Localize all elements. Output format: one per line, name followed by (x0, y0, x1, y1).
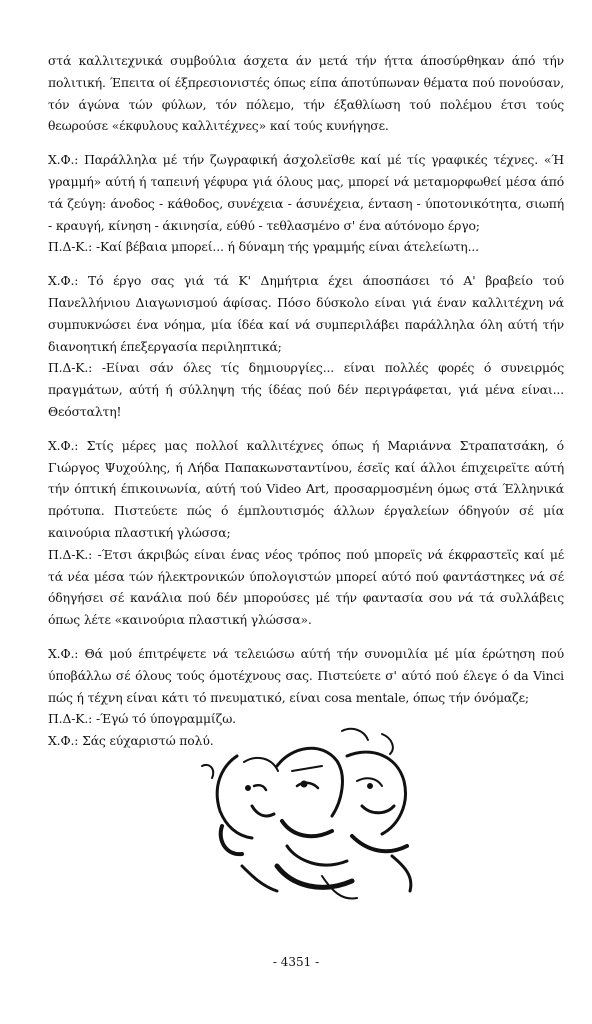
paragraph (48, 544, 564, 631)
paragraph-text: -Έτσι άκριβώς είναι ένας νέος τρόπος πού μπορεϊς νά έκφραστεϊς καί μέ τά νέα μέσα τών ήλεκτρονικών ύπολογιστών μπορεί αύτό πού φαντάστηκες νά σέ όδηγήσει σέ κανάλια πού δέν μπορούσες μέ τήν φαντασία σου νά τά συλλάβεις όπως λέτε «καινούρια πλαστική γλώσσα». (48, 546, 564, 628)
ink-sketch-figures-icon (182, 726, 432, 906)
paragraph (48, 236, 564, 258)
speaker-label: Χ.Φ.: (48, 437, 79, 453)
interview-text (48, 50, 564, 752)
paragraph (48, 435, 564, 544)
speaker-label: Π.Δ-Κ.: (48, 546, 93, 562)
speaker-label: Π.Δ-Κ.: (48, 711, 93, 727)
paragraph-text: Παράλληλα μέ τήν ζωγραφική άσχολεϊσθε καί μέ τίς γραφικές τέχνες. «Ή γραμμή» αύτή ή ταπεινή γέφυρα γιά όλους μας, μπορεί νά μεταμορφωθεί μέσα άπό τά ζεύγη: άνοδος - κάθοδος, συνέχεια - άσυνέχεια, ένταση - ύποτονικότητα, σιωπή - κραυγή, κίνηση - άκινησία, εύθύ - τεθλασμένο σ' ένα αύτόνομο έργο; (48, 152, 564, 233)
paragraph-text: στά καλλιτεχνικά συμβούλια άσχετα άν μετά τήν ήττα άποσύρθηκαν άπό τήν πολιτική. Έπειτα οί έξπρεσιονιστές όπως είπα άποτύπωναν θέματα πού πονούσαν, τόν άγώνα τών φύλων, τόν πόλεμο, τήν έξαθλίωση τού πολέμου έτσι τούς θεωρούσε «έκφυλους καλλιτέχνες» καί τούς κυνήγησε. (48, 53, 564, 134)
paragraph-text: Τό έργο σας γιά τά Κ' Δημήτρια έχει άποσπάσει τό Α' βραβείο τού Πανελλήνιου Διαγωνισμού άφίσας. Πόσο δύσκολο είναι γιά έναν καλλιτέχνη νά συμπυκνώσει ένα νόημα, μία ίδέα καί νά συμπεριλάβει παράλληλα όλη αύτή τήν διανοητική έπεξεργασία περιληπτικά; (48, 273, 564, 354)
paragraph-text: -Έγώ τό ύπογραμμίζω. (96, 711, 236, 727)
speaker-label: Π.Δ-Κ.: (48, 239, 93, 255)
paragraph (48, 357, 564, 422)
paragraph (48, 270, 564, 357)
paragraph-text: -Είναι σάν όλες τίς δημιουργίες... είναι πολλές φορές ό συνειρμός πραγμάτων, αύτή ή σύλληψη τής ίδέας πού δέν περιγράφεται, γιά μένα είναι... Θεόσταλτη! (48, 360, 564, 419)
paragraph-text: Στίς μέρες μας πολλοί καλλιτέχνες όπως ή Μαριάννα Στραπατσάκη, ό Γιώργος Ψυχούλης, ή Λήδα Παπακωνσταντίνου, έσεϊς καί άλλοι έπιχειρεϊτε αύτή τήν όπτική έπικοινωνία, αύτή τού Video Art, προσαρμοσμένη όμως στά Έλληνικά πρότυπα. Πιστεύετε πώς ό έμπλουτισμός άλλων έργαλείων όδηγούν σέ μία καινούρια πλαστική γλώσσα; (48, 437, 564, 540)
paragraph (48, 50, 564, 137)
speaker-label: Π.Δ-Κ.: (48, 360, 93, 376)
speaker-label: Χ.Φ.: (48, 645, 79, 661)
speaker-label: Χ.Φ.: (48, 733, 79, 749)
speaker-label: Χ.Φ.: (48, 152, 79, 168)
paragraph (48, 149, 564, 236)
page-number: - 4351 - (272, 955, 320, 969)
paragraph-text: -Καί βέβαια μπορεί... ή δύναμη τής γραμμής είναι άτελείωτη... (96, 239, 479, 255)
paragraph-text: Σάς εύχαριστώ πολύ. (82, 733, 214, 749)
speaker-label: Χ.Φ.: (48, 273, 79, 289)
paragraph-text: Θά μού έπιτρέψετε νά τελειώσω αύτή τήν συνομιλία μέ μία έρώτηση πού ύποβάλλω σέ όλους τούς όμοτέχνους σας. Πιστεύετε σ' αύτό πού έλεγε ό da Vinci πώς ή τέχνη είναι κάτι τό πνευματικό, είναι cosa mentale, όπως τήν όνόμαζε; (48, 645, 564, 705)
paragraph (48, 643, 564, 708)
